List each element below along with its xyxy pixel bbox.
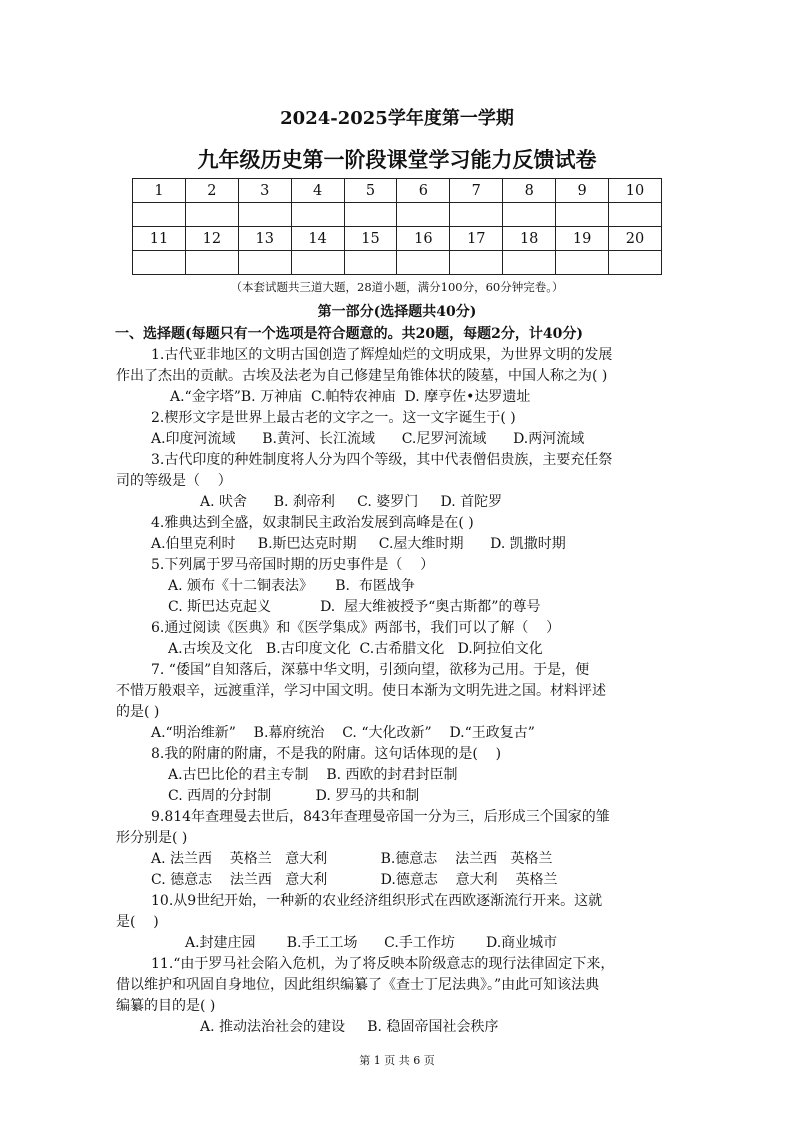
question-line: 3.古代印度的种姓制度将人分为四个等级，其中代表僧侣贵族，主要充任祭 bbox=[151, 452, 613, 468]
question-line: 5.下列属于罗马帝国时期的历史事件是（ ） bbox=[151, 557, 435, 573]
answer-cell[interactable] bbox=[238, 251, 291, 275]
question-number-cell: 12 bbox=[185, 227, 238, 251]
question-number-cell: 18 bbox=[503, 227, 556, 251]
question-line: 11.“由于罗马社会陷入危机，为了将反映本阶级意志的现行法律固定下来， bbox=[151, 956, 615, 972]
option-line: A. 法兰西 英格兰 意大利 B.德意志 法兰西 英格兰 bbox=[151, 851, 553, 867]
question-number-cell: 1 bbox=[133, 179, 186, 203]
answer-cell[interactable] bbox=[133, 203, 186, 227]
answer-cell[interactable] bbox=[450, 251, 503, 275]
option-line: A.“明治维新” B.幕府统治 C. “大化改新” D.“王政复古” bbox=[151, 725, 535, 741]
question-line: 编纂的目的是( ) bbox=[116, 998, 216, 1014]
answer-cell[interactable] bbox=[503, 251, 556, 275]
answer-cell[interactable] bbox=[291, 251, 344, 275]
answer-cell[interactable] bbox=[556, 251, 609, 275]
question-number-cell: 9 bbox=[556, 179, 609, 203]
option-line: A.伯里克利时 B.斯巴达克时期 C.屋大维时期 D. 凯撒时期 bbox=[151, 536, 566, 552]
question-line: 8.我的附庸的附庸，不是我的附庸。这句话体现的是( ) bbox=[151, 746, 502, 762]
option-line: A.古埃及文化 B.古印度文化 C.古希腊文化 D.阿拉伯文化 bbox=[168, 641, 543, 657]
answer-cell[interactable] bbox=[397, 203, 450, 227]
option-line: A.封建庄园 B.手工工场 C.手工作坊 D.商业城市 bbox=[185, 935, 558, 951]
question-line: 借以维护和巩固自身地位，因此组织编纂了《查士丁尼法典》。”由此可知该法典 bbox=[116, 977, 600, 993]
question-number-cell: 15 bbox=[344, 227, 397, 251]
question-number-cell: 2 bbox=[185, 179, 238, 203]
question-line: 是( ) bbox=[116, 914, 159, 930]
answer-cell[interactable] bbox=[133, 251, 186, 275]
question-number-cell: 20 bbox=[609, 227, 662, 251]
option-line: A. 推动法治社会的建设 B. 稳固帝国社会秩序 bbox=[200, 1019, 499, 1035]
question-line: 4.雅典达到全盛，奴隶制民主政治发展到高峰是在( ) bbox=[151, 515, 474, 531]
question-number-cell: 4 bbox=[291, 179, 344, 203]
question-line: 形分别是( ) bbox=[116, 830, 188, 846]
answer-cell[interactable] bbox=[238, 203, 291, 227]
option-line: A. 吠舍 B. 刹帝利 C. 婆罗门 D. 首陀罗 bbox=[200, 494, 503, 510]
term-title: 2024-2025学年度第一学期 bbox=[280, 108, 514, 129]
question-number-cell: 14 bbox=[291, 227, 344, 251]
option-line: C. 西周的分封制 D. 罗马的共和制 bbox=[168, 788, 420, 804]
question-line: 9.814年查理曼去世后，843年查理曼帝国一分为三，后形成三个国家的雏 bbox=[151, 809, 610, 825]
question-line: 7. “倭国”自知落后，深慕中华文明，引颈向望，欲移为己用。于是，便 bbox=[151, 662, 590, 678]
answer-cell[interactable] bbox=[185, 251, 238, 275]
answer-cell[interactable] bbox=[503, 203, 556, 227]
option-line: A.古巴比伦的君主专制 B. 西欧的封君封臣制 bbox=[168, 767, 458, 783]
option-line: C. 德意志 法兰西 意大利 D.德意志 意大利 英格兰 bbox=[151, 872, 558, 888]
page-footer: 第 1 页 共 6 页 bbox=[359, 1054, 435, 1067]
answer-cell[interactable] bbox=[344, 251, 397, 275]
option-line: A.印度河流域 B.黄河、长江流域 C.尼罗河流域 D.两河流域 bbox=[151, 431, 585, 447]
option-line: C. 斯巴达克起义 D. 屋大维被授予“奥古斯都”的尊号 bbox=[168, 599, 541, 615]
answer-cell[interactable] bbox=[291, 203, 344, 227]
question-number-cell: 10 bbox=[609, 179, 662, 203]
question-line: 司的等级是（ ） bbox=[116, 473, 232, 489]
question-number-cell: 11 bbox=[133, 227, 186, 251]
answer-number-row bbox=[133, 227, 662, 251]
section-title: 一、选择题(每题只有一个选项是符合题意的。共20题，每题2分，计40分) bbox=[115, 326, 583, 342]
answer-cell[interactable] bbox=[609, 251, 662, 275]
question-number-cell: 19 bbox=[556, 227, 609, 251]
question-line: 1.古代亚非地区的文明古国创造了辉煌灿烂的文明成果，为世界文明的发展 bbox=[151, 347, 613, 363]
answer-blank-row bbox=[133, 251, 662, 275]
exam-title: 九年级历史第一阶段课堂学习能力反馈试卷 bbox=[197, 147, 597, 172]
question-number-cell: 6 bbox=[397, 179, 450, 203]
question-number-cell: 13 bbox=[238, 227, 291, 251]
part-title: 第一部分(选择题共40分) bbox=[317, 304, 477, 320]
answer-number-row bbox=[133, 179, 662, 203]
answer-cell[interactable] bbox=[185, 203, 238, 227]
question-line: 的是( ) bbox=[116, 704, 160, 720]
question-number-cell: 5 bbox=[344, 179, 397, 203]
question-line: 不惜万般艰辛，远渡重洋，学习中国文明。使日本渐为文明先进之国。材料评述 bbox=[116, 683, 606, 699]
question-line: 2.楔形文字是世界上最古老的文字之一。这一文字诞生于( ) bbox=[151, 410, 516, 426]
question-line: 作出了杰出的贡献。古埃及法老为自己修建呈角锥体状的陵墓，中国人称之为( ) bbox=[116, 368, 608, 384]
question-number-cell: 7 bbox=[450, 179, 503, 203]
question-number-cell: 17 bbox=[450, 227, 503, 251]
answer-cell[interactable] bbox=[556, 203, 609, 227]
answer-cell[interactable] bbox=[344, 203, 397, 227]
question-number-cell: 16 bbox=[397, 227, 450, 251]
question-line: 6.通过阅读《医典》和《医学集成》两部书，我们可以了解（ ） bbox=[151, 620, 561, 636]
question-line: 10.从9世纪开始，一种新的农业经济组织形式在西欧逐渐流行开来。这就 bbox=[151, 893, 603, 909]
answer-cell[interactable] bbox=[609, 203, 662, 227]
question-number-cell: 3 bbox=[238, 179, 291, 203]
option-line: A. 颁布《十二铜表法》 B. 布匿战争 bbox=[168, 578, 415, 594]
answer-cell[interactable] bbox=[450, 203, 503, 227]
answer-cell[interactable] bbox=[397, 251, 450, 275]
exam-note: （本套试题共三道大题，28道小题，满分100分，60分钟完卷。） bbox=[230, 280, 564, 294]
answer-blank-row bbox=[133, 203, 662, 227]
option-line: A.“金字塔”B. 万神庙 C.帕特农神庙 D. 摩亨佐•达罗遗址 bbox=[170, 389, 531, 405]
answer-sheet-table bbox=[132, 178, 662, 275]
question-number-cell: 8 bbox=[503, 179, 556, 203]
